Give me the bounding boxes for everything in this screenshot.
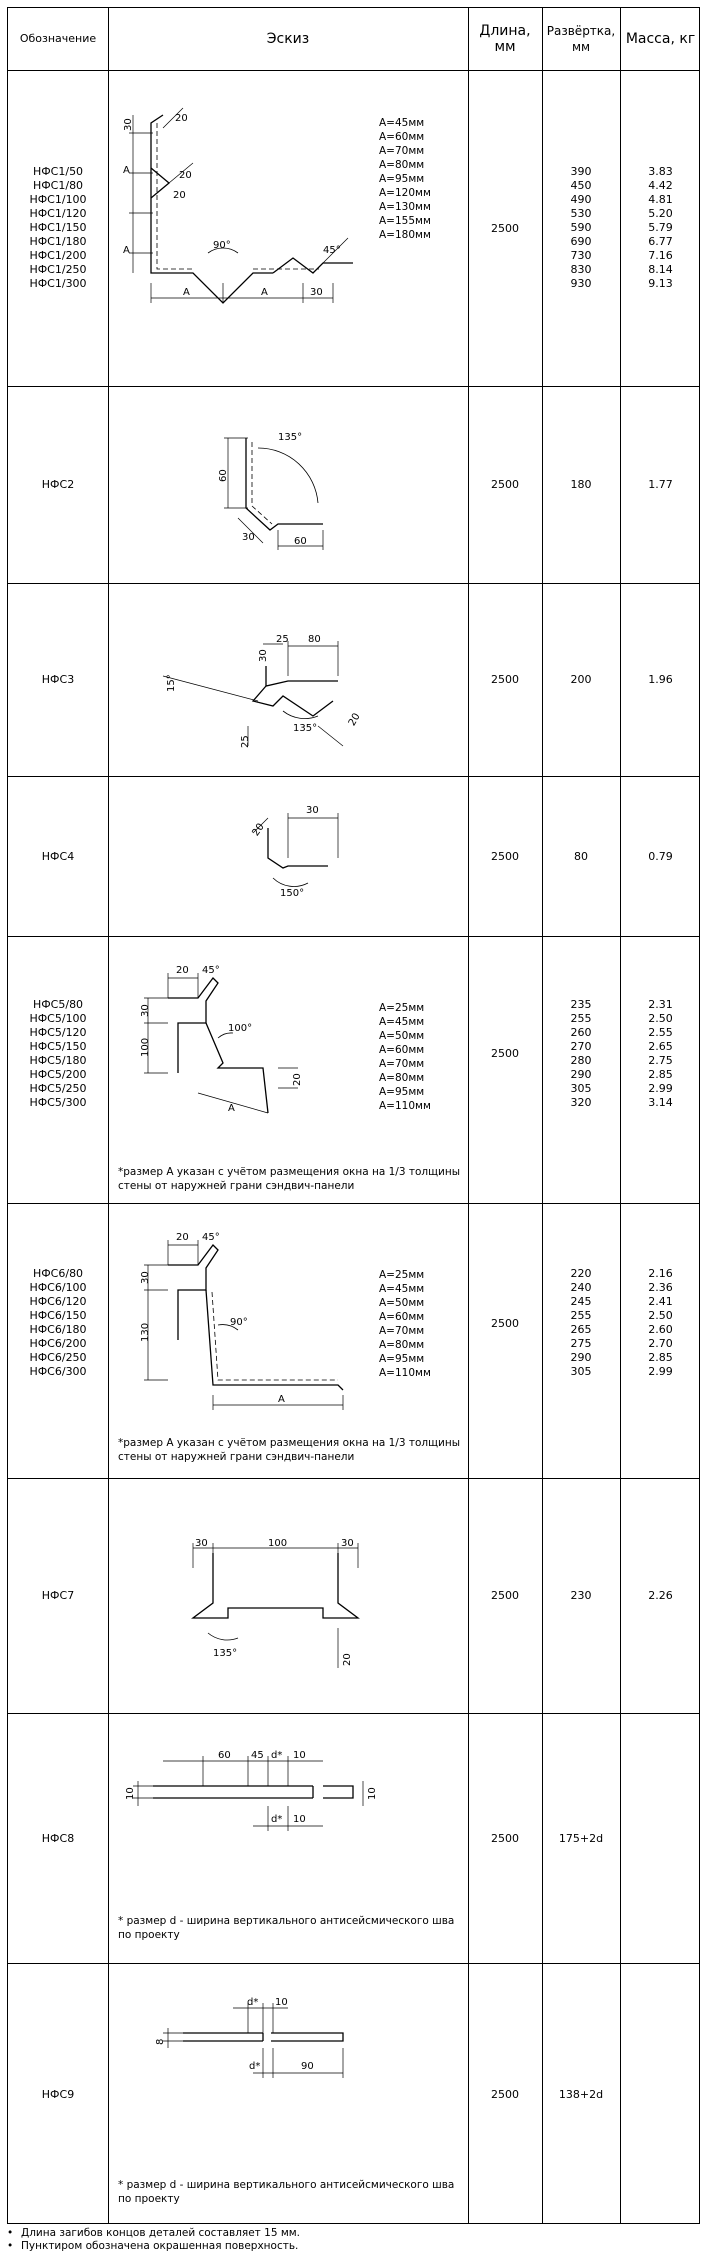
a-value: A=130мм (379, 201, 431, 213)
code: НФС6/120 (29, 1295, 87, 1308)
code: НФС6/80 (32, 1267, 84, 1280)
row7-length: 2500 (491, 1589, 519, 1602)
dim-label: 8 (155, 2038, 166, 2045)
row5-length: 2500 (491, 1047, 519, 1060)
dim-label: 30 (123, 118, 134, 131)
row9-mass (620, 1963, 701, 2225)
mass-value: 2.55 (648, 1025, 673, 1039)
code: НФС1/150 (29, 221, 87, 234)
code: НФС6/300 (29, 1365, 87, 1378)
dim-label: 135° (278, 432, 303, 443)
unfold-value: 690 (570, 235, 592, 248)
header-designation: Обозначение (19, 32, 97, 45)
dim-label: 100 (140, 1037, 151, 1057)
mass-value: 2.50 (648, 1309, 673, 1322)
dim-label: A (123, 165, 130, 176)
a-value: A=45мм (379, 1016, 425, 1028)
dim-label: 10 (275, 1997, 288, 2008)
unfold-value: 450 (570, 179, 592, 192)
unfold-value: 490 (570, 193, 592, 206)
sketch-nfs7 (183, 1538, 393, 1688)
code: НФС1/100 (29, 193, 87, 206)
dim-label: A (123, 245, 130, 256)
row8-note: * размер d - ширина вертикального антисейсмического шва по проекту (118, 1915, 455, 1941)
row3-code: НФС3 (41, 673, 75, 686)
dim-label: 45° (202, 1232, 220, 1243)
a-value: A=155мм (379, 215, 431, 227)
code: НФС1/180 (29, 235, 87, 248)
mass-value: 5.20 (648, 207, 673, 220)
mass-value: 5.79 (648, 221, 673, 234)
a-value: A=95мм (379, 1086, 425, 1098)
dim-label: 25 (240, 735, 251, 748)
dim-label: 10 (367, 1787, 378, 1800)
row2-unfold: 180 (570, 478, 592, 491)
mass-value: 9.13 (648, 277, 673, 290)
row5-unfold (542, 936, 620, 1171)
header-sketch: Эскиз (266, 31, 310, 47)
mass-value: 2.16 (648, 1267, 673, 1280)
code: НФС5/80 (32, 997, 84, 1011)
sketch-nfs8 (123, 1746, 403, 1876)
mass-value: 2.85 (648, 1351, 673, 1364)
footnote (7, 2239, 298, 2253)
dim-label: 15° (166, 674, 177, 692)
unfold-value: 830 (570, 263, 592, 276)
dim-label: 60 (218, 1750, 231, 1761)
dim-label: 135° (293, 723, 318, 734)
dim-label: 20 (176, 1232, 189, 1243)
row6-unfold (542, 1203, 620, 1443)
a-value: A=60мм (379, 1044, 425, 1056)
sketch-nfs2 (218, 418, 368, 558)
code: НФС6/200 (29, 1337, 87, 1350)
a-value: A=60мм (379, 1311, 425, 1323)
unfold-value: 305 (570, 1081, 592, 1095)
unfold-value: 270 (570, 1039, 592, 1053)
a-value: A=80мм (379, 1339, 425, 1351)
mass-value: 3.14 (648, 1095, 673, 1109)
row6-note: *размер A указан с учётом размещения окна на 1/3 толщины стены от наружней грани сэндвич-панели (118, 1437, 460, 1463)
a-value: A=45мм (379, 117, 425, 129)
products-table (7, 7, 700, 2224)
footnote-text: Длина загибов концов деталей составляет 15 мм. (21, 2227, 301, 2239)
row5-a-values (379, 1001, 459, 1113)
dim-label: 45 (251, 1750, 264, 1761)
mass-value: 4.81 (648, 193, 673, 206)
dim-label: 135° (213, 1648, 238, 1659)
mass-value: 2.70 (648, 1337, 673, 1350)
dim-label: 45° (202, 965, 220, 976)
row5-note: *размер A указан с учётом размещения окна на 1/3 толщины стены от наружней грани сэндвич-панели (118, 1166, 460, 1192)
code: НФС1/200 (29, 249, 87, 262)
dim-label: 150° (280, 888, 305, 899)
dim-label: 30 (341, 1538, 354, 1549)
dim-label: d* (271, 1814, 283, 1825)
dim-label: 30 (195, 1538, 208, 1549)
mass-value: 2.75 (648, 1053, 673, 1067)
row8-mass (620, 1713, 701, 1963)
dim-label: 10 (293, 1750, 306, 1761)
a-value: A=70мм (379, 145, 425, 157)
mass-value: 4.42 (648, 179, 673, 192)
unfold-value: 390 (570, 165, 592, 178)
sketch-nfs9 (153, 1993, 373, 2123)
unfold-value: 290 (570, 1351, 592, 1364)
unfold-value: 240 (570, 1281, 592, 1294)
header-mass: Масса, кг (625, 31, 696, 47)
a-value: A=70мм (379, 1325, 425, 1337)
row1-a-values (379, 116, 459, 242)
mass-value: 2.85 (648, 1067, 673, 1081)
unfold-value: 590 (570, 221, 592, 234)
row3-length: 2500 (491, 673, 519, 686)
unfold-value: 280 (570, 1053, 592, 1067)
code: НФС1/120 (29, 207, 87, 220)
row7-unfold: 230 (570, 1589, 592, 1602)
dim-label: 20 (179, 170, 192, 181)
code: НФС5/150 (29, 1039, 87, 1053)
a-value: A=120мм (379, 187, 431, 199)
dim-label: 80 (308, 634, 321, 645)
a-value: A=60мм (379, 131, 425, 143)
dim-label: 10 (293, 1814, 306, 1825)
code: НФС6/150 (29, 1309, 87, 1322)
dim-label: d* (249, 2061, 261, 2072)
a-value: A=110мм (379, 1100, 431, 1112)
unfold-value: 245 (570, 1295, 592, 1308)
a-value: A=25мм (379, 1002, 425, 1014)
dim-label: A (183, 287, 190, 298)
a-value: A=180мм (379, 229, 431, 241)
row7-code: НФС7 (41, 1589, 75, 1602)
unfold-value: 265 (570, 1323, 592, 1336)
dim-label: 30 (242, 532, 255, 543)
mass-value: 6.77 (648, 235, 673, 248)
dim-label: 100° (228, 1023, 253, 1034)
mass-value: 2.99 (648, 1365, 673, 1378)
sketch-nfs5 (138, 953, 358, 1143)
unfold-value: 290 (570, 1067, 592, 1081)
row2-length: 2500 (491, 478, 519, 491)
row4-length: 2500 (491, 849, 519, 863)
a-value: A=45мм (379, 1283, 425, 1295)
a-value: A=80мм (379, 1072, 425, 1084)
mass-value: 2.60 (648, 1323, 673, 1336)
row8-code: НФС8 (41, 1831, 75, 1845)
code: НФС5/180 (29, 1053, 87, 1067)
row8-length: 2500 (491, 1831, 519, 1845)
mass-value: 7.16 (648, 249, 673, 262)
unfold-value: 530 (570, 207, 592, 220)
sketch-nfs6 (138, 1220, 358, 1420)
dim-label: 90 (301, 2061, 314, 2072)
mass-value: 2.65 (648, 1039, 673, 1053)
row1-length: 2500 (491, 221, 519, 235)
dim-label: 20 (175, 113, 188, 124)
dim-label: 30 (140, 1271, 151, 1284)
dim-label: A (278, 1394, 285, 1405)
dim-label: 30 (258, 649, 269, 662)
bullet-icon: • (7, 2240, 14, 2252)
dim-label: A (261, 287, 268, 298)
dim-label: d* (271, 1750, 283, 1761)
dim-label: 100 (268, 1538, 288, 1549)
code: НФС6/100 (29, 1281, 87, 1294)
row1-mass (620, 70, 701, 386)
code: НФС5/250 (29, 1081, 87, 1095)
row2-mass: 1.77 (648, 478, 673, 491)
row9-note: * размер d - ширина вертикального антисейсмического шва по проекту (118, 2179, 455, 2205)
a-value: A=50мм (379, 1297, 425, 1309)
row5-codes (8, 936, 108, 1171)
unfold-value: 320 (570, 1095, 592, 1109)
dim-label: 30 (310, 287, 323, 298)
row2-code: НФС2 (41, 478, 75, 491)
mass-value: 2.36 (648, 1281, 673, 1294)
dim-label: 30 (306, 805, 319, 816)
dim-label: 20 (250, 821, 267, 839)
a-value: A=70мм (379, 1058, 425, 1070)
unfold-value: 930 (570, 277, 592, 290)
row5-mass (620, 936, 701, 1171)
dim-label: 20 (292, 1073, 303, 1086)
sketch-nfs3 (158, 606, 418, 766)
col-divider (108, 8, 109, 2223)
a-value: A=25мм (379, 1269, 425, 1281)
dim-label: d* (247, 1997, 259, 2008)
code: НФС6/180 (29, 1323, 87, 1336)
unfold-value: 730 (570, 249, 592, 262)
footnote-text: Пунктиром обозначена окрашенная поверхность. (21, 2240, 299, 2252)
code: НФС1/250 (29, 263, 87, 276)
bullet-icon: • (7, 2227, 14, 2239)
dim-label: 45° (323, 245, 341, 256)
mass-value: 3.83 (648, 165, 673, 178)
a-value: A=110мм (379, 1367, 431, 1379)
mass-value: 2.41 (648, 1295, 673, 1308)
unfold-value: 255 (570, 1011, 592, 1025)
mass-value: 8.14 (648, 263, 673, 276)
dim-label: 90° (230, 1317, 248, 1328)
dim-label: 20 (342, 1653, 353, 1666)
row6-codes (8, 1203, 108, 1443)
code: НФС5/100 (29, 1011, 87, 1025)
mass-value: 2.31 (648, 997, 673, 1011)
code: НФС5/300 (29, 1095, 87, 1109)
row1-unfold (542, 70, 620, 386)
footnote (7, 2226, 300, 2240)
sketch-nfs4 (248, 798, 368, 908)
dim-label: 60 (294, 536, 307, 547)
unfold-value: 275 (570, 1337, 592, 1350)
unfold-value: 305 (570, 1365, 592, 1378)
unfold-value: 255 (570, 1309, 592, 1322)
code: НФС1/50 (32, 165, 84, 178)
a-value: A=50мм (379, 1030, 425, 1042)
row4-code: НФС4 (41, 849, 75, 863)
row9-unfold: 138+2d (558, 2087, 604, 2101)
dim-label: 20 (346, 711, 363, 728)
code: НФС1/300 (29, 277, 87, 290)
row8-unfold: 175+2d (558, 1831, 604, 1845)
row4-mass: 0.79 (648, 849, 673, 863)
dim-label: 10 (125, 1787, 136, 1800)
header-length: Длина, мм (479, 23, 531, 55)
row1-codes (8, 70, 108, 386)
code: НФС5/200 (29, 1067, 87, 1081)
dim-label: 130 (140, 1322, 151, 1342)
header-unfolding: Развёртка, мм (546, 24, 616, 54)
code: НФС6/250 (29, 1351, 87, 1364)
row9-code: НФС9 (41, 2087, 75, 2101)
dim-label: 25 (276, 634, 289, 645)
a-value: A=80мм (379, 159, 425, 171)
row3-mass: 1.96 (648, 673, 673, 686)
row6-length: 2500 (491, 1316, 519, 1330)
dim-label: 20 (176, 965, 189, 976)
dim-label: 90° (213, 240, 231, 251)
row6-mass (620, 1203, 701, 1443)
row4-unfold: 80 (574, 849, 588, 863)
row7-mass: 2.26 (648, 1589, 673, 1602)
sketch-nfs1 (123, 103, 373, 353)
code: НФС1/80 (32, 179, 84, 192)
dim-label: 60 (218, 469, 229, 482)
row9-length: 2500 (491, 2087, 519, 2101)
row3-unfold: 200 (570, 673, 592, 686)
dim-label: 30 (140, 1004, 151, 1017)
unfold-value: 220 (570, 1267, 592, 1280)
row6-a-values (379, 1268, 459, 1380)
mass-value: 2.99 (648, 1081, 673, 1095)
unfold-value: 235 (570, 997, 592, 1011)
dim-label: A (228, 1103, 235, 1114)
dim-label: 20 (173, 190, 186, 201)
a-value: A=95мм (379, 173, 425, 185)
unfold-value: 260 (570, 1025, 592, 1039)
code: НФС5/120 (29, 1025, 87, 1039)
mass-value: 2.50 (648, 1011, 673, 1025)
a-value: A=95мм (379, 1353, 425, 1365)
